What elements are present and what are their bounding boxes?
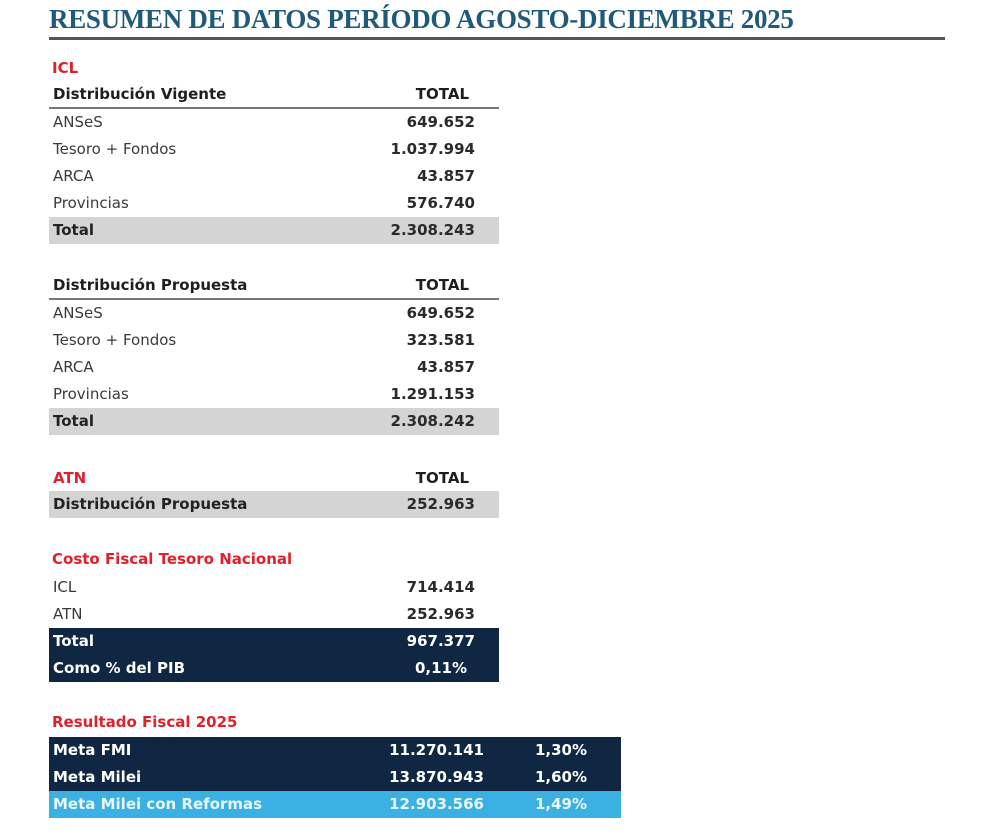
total-value: 967.377 (406, 632, 475, 650)
header-col: TOTAL (415, 276, 469, 294)
row-value: 12.903.566 (389, 795, 484, 813)
row-value: 649.652 (406, 304, 475, 322)
row-label: Provincias (53, 385, 129, 403)
row-value: 649.652 (406, 113, 475, 131)
total-row (49, 217, 499, 244)
table-header (49, 465, 499, 491)
row-label: Meta Milei (53, 768, 142, 786)
row-label: ANSeS (53, 304, 103, 322)
section-label-resultado: Resultado Fiscal 2025 (52, 713, 238, 731)
pib-value: 0,11% (414, 659, 467, 677)
header-col: TOTAL (415, 469, 469, 487)
total-label: Total (53, 221, 94, 239)
table-atn (49, 465, 499, 518)
table-row (49, 354, 499, 381)
row-pct: 1,60% (534, 768, 587, 786)
row-label: Distribución Propuesta (53, 495, 248, 513)
row-label: ARCA (53, 358, 94, 376)
row-value: 43.857 (417, 167, 475, 185)
table-row (49, 574, 499, 601)
table-row (49, 764, 621, 791)
row-value: 43.857 (417, 358, 475, 376)
header-col: TOTAL (415, 85, 469, 103)
row-value: 11.270.141 (389, 741, 484, 759)
row-value: 13.870.943 (389, 768, 484, 786)
row-label: ANSeS (53, 113, 103, 131)
row-label: ICL (53, 578, 77, 596)
row-pct: 1,49% (534, 795, 587, 813)
table-row (49, 381, 499, 408)
table-header (49, 82, 499, 109)
row-label: Meta Milei con Reformas (53, 795, 263, 813)
table-row (49, 163, 499, 190)
total-value: 2.308.243 (390, 221, 475, 239)
table-row (49, 737, 621, 764)
table-row (49, 190, 499, 217)
header-label: Distribución Propuesta (53, 276, 248, 294)
table-distribucion-vigente (49, 82, 499, 244)
row-label: ARCA (53, 167, 94, 185)
row-label: Tesoro + Fondos (53, 331, 177, 349)
total-value: 2.308.242 (390, 412, 475, 430)
row-value: 323.581 (406, 331, 475, 349)
table-row (49, 109, 499, 136)
row-value: 576.740 (406, 194, 475, 212)
row-value: 1.037.994 (390, 140, 475, 158)
total-label: Total (53, 412, 94, 430)
row-label: Tesoro + Fondos (53, 140, 177, 158)
row-label: Meta FMI (53, 741, 132, 759)
row-pct: 1,30% (534, 741, 587, 759)
table-distribucion-propuesta (49, 273, 499, 435)
section-label-costo: Costo Fiscal Tesoro Nacional (52, 550, 293, 568)
table-row (49, 601, 499, 628)
row-label: Provincias (53, 194, 129, 212)
total-label: Total (53, 632, 94, 650)
table-header (49, 273, 499, 300)
table-resultado-fiscal (49, 737, 621, 818)
section-label-icl: ICL (52, 59, 79, 77)
row-value: 1.291.153 (390, 385, 475, 403)
header-label: Distribución Vigente (53, 85, 227, 103)
pib-label: Como % del PIB (53, 659, 186, 677)
row-value: 252.963 (406, 495, 475, 513)
table-row (49, 327, 499, 354)
pib-row (49, 655, 499, 682)
table-row (49, 791, 621, 818)
section-label-atn: ATN (53, 469, 87, 487)
table-row (49, 491, 499, 518)
table-costo-fiscal (49, 574, 499, 682)
table-row (49, 300, 499, 327)
row-value: 714.414 (406, 578, 475, 596)
row-label: ATN (53, 605, 83, 623)
total-row (49, 628, 499, 655)
row-value: 252.963 (406, 605, 475, 623)
page-title: RESUMEN DE DATOS PERÍODO AGOSTO-DICIEMBRE 2025 (49, 4, 945, 40)
table-row (49, 136, 499, 163)
total-row (49, 408, 499, 435)
